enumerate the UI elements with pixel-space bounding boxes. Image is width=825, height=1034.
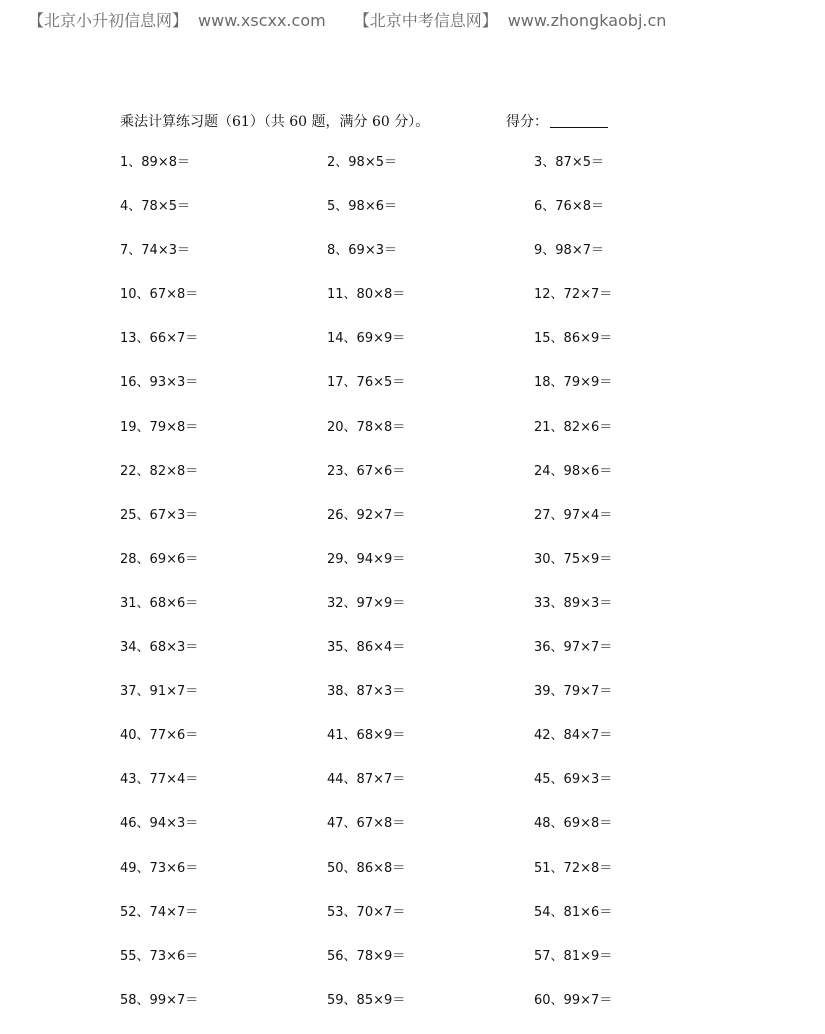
problem-item: 41、68×9＝ [327, 728, 406, 744]
problem-item: 6、76×8＝ [534, 199, 604, 215]
problem-item: 59、85×9＝ [327, 992, 406, 1008]
problem-item: 21、82×6＝ [534, 419, 613, 435]
problem-item: 54、81×6＝ [534, 904, 613, 920]
site1-url[interactable]: www.xscxx.com [198, 11, 326, 30]
problem-item: 29、94×9＝ [327, 551, 406, 567]
problem-item: 44、87×7＝ [327, 772, 406, 788]
problem-item: 16、93×3＝ [120, 375, 199, 391]
problem-item: 14、69×9＝ [327, 331, 406, 347]
problem-item: 1、89×8＝ [120, 155, 190, 170]
problem-item: 36、97×7＝ [534, 640, 613, 656]
problem-item: 46、94×3＝ [120, 816, 199, 832]
problem-item: 27、97×4＝ [534, 507, 613, 523]
problem-item: 52、74×7＝ [120, 904, 199, 920]
problem-item: 37、91×7＝ [120, 684, 199, 700]
problem-item: 10、67×8＝ [120, 287, 199, 303]
problem-item: 57、81×9＝ [534, 948, 613, 964]
problem-item: 56、78×9＝ [327, 948, 406, 964]
problem-item: 22、82×8＝ [120, 463, 199, 479]
problem-item: 38、87×3＝ [327, 684, 406, 700]
problem-item: 55、73×6＝ [120, 948, 199, 964]
problem-item: 8、69×3＝ [327, 243, 397, 259]
problem-item: 26、92×7＝ [327, 507, 406, 523]
problem-item: 25、67×3＝ [120, 507, 199, 523]
problem-item: 60、99×7＝ [534, 992, 613, 1008]
problem-item: 3、87×5＝ [534, 155, 604, 170]
problem-item: 15、86×9＝ [534, 331, 613, 347]
problem-item: 2、98×5＝ [327, 155, 397, 170]
score-label: 得分： [506, 114, 548, 130]
problem-item: 43、77×4＝ [120, 772, 199, 788]
problem-item: 51、72×8＝ [534, 860, 613, 876]
score-field [506, 111, 608, 131]
site1-name: 【北京小升初信息网】 [28, 11, 189, 30]
problem-item: 48、69×8＝ [534, 816, 613, 832]
worksheet-title: 乘法计算练习题（61）（共 60 题，满分 60 分）。 [120, 114, 430, 130]
problem-item: 12、72×7＝ [534, 287, 613, 303]
problem-item: 30、75×9＝ [534, 551, 613, 567]
problem-item: 18、79×9＝ [534, 375, 613, 391]
site2-name: 【北京中考信息网】 [353, 11, 498, 30]
problem-item: 40、77×6＝ [120, 728, 199, 744]
problem-item: 32、97×9＝ [327, 595, 406, 611]
problem-item: 9、98×7＝ [534, 243, 604, 259]
problem-item: 7、74×3＝ [120, 243, 190, 259]
problem-item: 17、76×5＝ [327, 375, 406, 391]
site-header [28, 8, 666, 31]
problem-item: 49、73×6＝ [120, 860, 199, 876]
problem-item: 28、69×6＝ [120, 551, 199, 567]
problem-item: 47、67×8＝ [327, 816, 406, 832]
site2-url[interactable]: www.zhongkaobj.cn [507, 11, 667, 30]
problem-item: 11、80×8＝ [327, 287, 406, 303]
problem-item: 31、68×6＝ [120, 595, 199, 611]
problem-item: 20、78×8＝ [327, 419, 406, 435]
problem-item: 45、69×3＝ [534, 772, 613, 788]
problem-item: 5、98×6＝ [327, 199, 397, 215]
problem-item: 58、99×7＝ [120, 992, 199, 1008]
problem-item: 53、70×7＝ [327, 904, 406, 920]
problem-grid [120, 152, 760, 1034]
problem-item: 39、79×7＝ [534, 684, 613, 700]
problem-item: 4、78×5＝ [120, 199, 190, 215]
problem-item: 23、67×6＝ [327, 463, 406, 479]
worksheet-title-row [120, 111, 680, 131]
problem-item: 42、84×7＝ [534, 728, 613, 744]
score-blank-line[interactable] [550, 113, 608, 128]
problem-item: 35、86×4＝ [327, 640, 406, 656]
problem-item: 24、98×6＝ [534, 463, 613, 479]
problem-item: 19、79×8＝ [120, 419, 199, 435]
problem-item: 50、86×8＝ [327, 860, 406, 876]
problem-item: 13、66×7＝ [120, 331, 199, 347]
problem-item: 34、68×3＝ [120, 640, 199, 656]
problem-item: 33、89×3＝ [534, 595, 613, 611]
